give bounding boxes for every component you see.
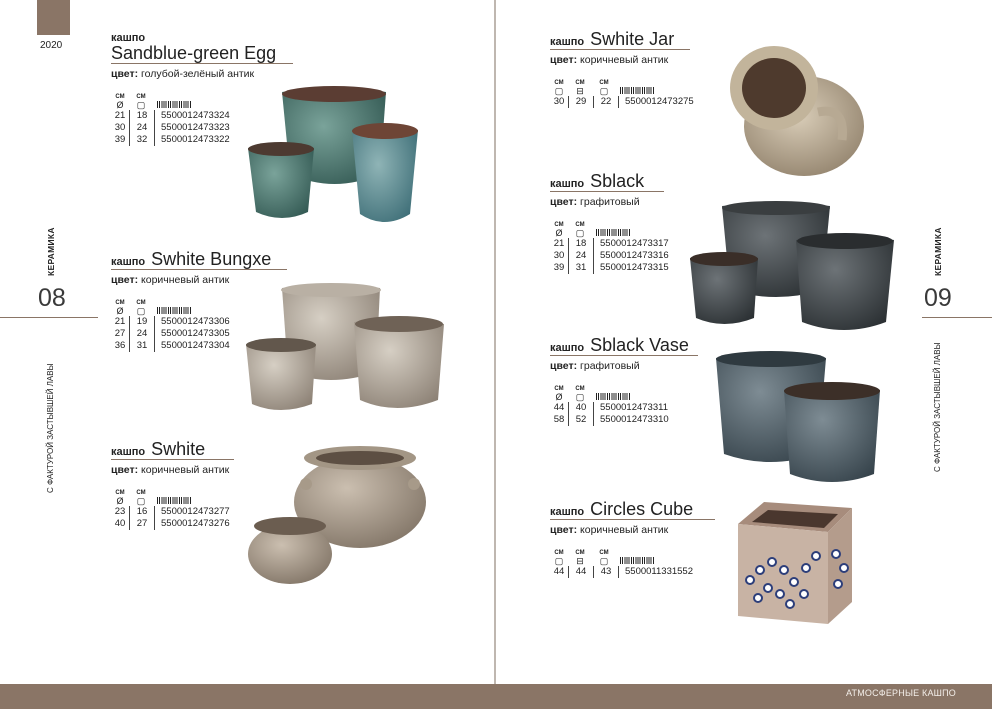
article-code: 5500012473310: [600, 414, 669, 425]
product-type: кашпо: [550, 342, 585, 354]
dimension-column-head: [568, 550, 592, 566]
dimension-value: 31: [569, 262, 594, 274]
barcode-column-head: [592, 229, 630, 238]
article-code: 5500012473306: [161, 316, 230, 327]
dimension-row: [550, 402, 698, 414]
dimension-icon: Ø: [116, 306, 124, 316]
dimension-icon: ▢: [554, 556, 564, 566]
sblack-vase-image: [714, 350, 884, 488]
article-code: 5500012473317: [600, 238, 669, 249]
product-block: [550, 500, 715, 578]
dimension-value: 39: [111, 134, 130, 146]
swhite-bungxe-image: [244, 282, 450, 414]
dimension-value: 32: [130, 134, 155, 146]
barcode-icon: [620, 87, 654, 94]
dimension-icon: Ø: [116, 496, 124, 506]
unit-label: СМ: [554, 222, 564, 228]
dimension-icon: Ø: [555, 392, 563, 402]
dimension-header: [550, 542, 715, 566]
dimension-value: 44: [569, 566, 594, 578]
dimension-column-head: [129, 300, 153, 316]
dimension-header: [550, 378, 698, 402]
dimension-icon: ▢: [136, 306, 146, 316]
barcode-icon: [157, 101, 191, 108]
barcode-column-head: [616, 557, 654, 566]
barcode-column-head: [616, 87, 654, 96]
color-label: цвет:: [111, 68, 142, 80]
dimension-icon: Ø: [116, 100, 124, 110]
product-type: кашпо: [550, 36, 585, 48]
product-type: кашпо: [111, 446, 146, 458]
color-label: цвет:: [550, 196, 581, 208]
dimension-row: [550, 250, 669, 262]
dimension-value: 19: [130, 316, 155, 328]
dimension-row: [550, 96, 694, 108]
article-code: 5500012473324: [161, 110, 230, 121]
dimension-table: [111, 482, 234, 530]
product-type: кашпо: [550, 506, 585, 518]
unit-label: СМ: [575, 386, 585, 392]
dimension-column-head: [568, 386, 592, 402]
dimension-value: 31: [130, 340, 155, 352]
unit-label: СМ: [136, 490, 146, 496]
product-color: [550, 54, 694, 66]
dimension-icon: ⊟: [576, 86, 584, 96]
dimension-row: [111, 518, 234, 530]
dimension-value: 18: [569, 238, 594, 250]
product-color: [111, 68, 293, 80]
article-code: 5500012473315: [600, 262, 669, 273]
dimension-column-head: [550, 80, 568, 96]
article-code: 5500012473311: [600, 402, 668, 413]
article-code: 5500011331552: [625, 566, 693, 577]
footer-text: АТМОСФЕРНЫЕ КАШПО: [846, 688, 956, 698]
barcode-icon: [620, 557, 654, 564]
dimension-value: 30: [550, 96, 569, 108]
footer-bar: [0, 684, 992, 709]
dimension-icon: Ø: [555, 228, 563, 238]
article-code: 5500012473304: [161, 340, 230, 351]
dimension-value: 21: [111, 110, 130, 122]
dimension-header: [111, 482, 234, 506]
dimension-value: 16: [130, 506, 155, 518]
left-page-rule: [0, 317, 98, 318]
product-block: [550, 336, 698, 426]
unit-label: СМ: [554, 386, 564, 392]
barcode-column-head: [153, 101, 191, 110]
dimension-column-head: [568, 80, 592, 96]
dimension-table: [550, 378, 698, 426]
color-value: графитовый: [580, 196, 640, 208]
unit-label: СМ: [115, 490, 125, 496]
product-name: Sblack: [590, 171, 645, 191]
year-label: 2020: [40, 40, 63, 51]
dimension-icon: ▢: [599, 86, 609, 96]
barcode-column-head: [592, 393, 630, 402]
color-value: коричневый антик: [580, 524, 669, 536]
product-block: [111, 440, 234, 530]
swhite-jar-image: [726, 44, 866, 178]
dimension-table: [550, 214, 669, 274]
product-name: Sblack Vase: [590, 335, 689, 355]
dimension-value: 27: [130, 518, 155, 530]
dimension-column-head: [111, 94, 129, 110]
left-category: КЕРАМИКА: [46, 227, 56, 276]
product-color: [111, 464, 234, 476]
dimension-column-head: [111, 300, 129, 316]
dimension-value: 40: [111, 518, 130, 530]
product-heading: [111, 250, 287, 270]
unit-label: СМ: [554, 80, 564, 86]
color-label: цвет:: [111, 274, 142, 286]
product-block: [550, 172, 669, 274]
right-category: КЕРАМИКА: [933, 227, 943, 276]
article-code: 5500012473277: [161, 506, 230, 517]
product-heading: [111, 32, 293, 64]
color-value: графитовый: [580, 360, 640, 372]
product-heading: [111, 440, 234, 460]
dimension-column-head: [129, 94, 153, 110]
color-value: коричневый антик: [580, 54, 669, 66]
book-spine: [494, 0, 496, 685]
dimension-column-head: [568, 222, 592, 238]
sblack-image: [688, 200, 898, 334]
dimension-value: 21: [550, 238, 569, 250]
dimension-value: 18: [130, 110, 155, 122]
unit-label: СМ: [136, 94, 146, 100]
dimension-value: 39: [550, 262, 569, 274]
dimension-value: 44: [550, 402, 569, 414]
dimension-icon: ⊟: [576, 556, 584, 566]
unit-label: СМ: [136, 300, 146, 306]
dimension-icon: ▢: [599, 556, 609, 566]
product-name: Swhite Jar: [590, 29, 675, 49]
circles-cube-image: [728, 498, 856, 628]
dimension-row: [111, 506, 234, 518]
right-page-rule: [922, 317, 992, 318]
sandblue-green-egg-image: [244, 84, 454, 226]
article-code: 5500012473316: [600, 250, 669, 261]
product-name: Swhite Bungxe: [151, 249, 272, 269]
unit-label: СМ: [599, 550, 609, 556]
barcode-icon: [596, 229, 630, 236]
product-heading: [550, 336, 698, 356]
unit-label: СМ: [575, 222, 585, 228]
dimension-value: 24: [130, 328, 155, 340]
dimension-icon: ▢: [554, 86, 564, 96]
dimension-value: 30: [550, 250, 569, 262]
product-name: Swhite: [151, 439, 206, 459]
article-code: 5500012473323: [161, 122, 230, 133]
dimension-icon: ▢: [136, 100, 146, 110]
product-color: [550, 360, 698, 372]
dimension-value: 27: [111, 328, 130, 340]
dimension-value: 24: [569, 250, 594, 262]
barcode-column-head: [153, 497, 191, 506]
dimension-value: 44: [550, 566, 569, 578]
dimension-value: 43: [594, 566, 619, 578]
article-code: 5500012473305: [161, 328, 230, 339]
product-color: [550, 196, 669, 208]
product-heading: [550, 500, 715, 520]
dimension-column-head: [129, 490, 153, 506]
right-page-number: 09: [924, 284, 952, 312]
dimension-value: 36: [111, 340, 130, 352]
product-block: [550, 30, 694, 108]
product-heading: [550, 172, 664, 192]
product-name: Sandblue-green Egg: [111, 43, 277, 63]
dimension-column-head: [111, 490, 129, 506]
article-code: 5500012473276: [161, 518, 230, 529]
dimension-row: [550, 566, 715, 578]
product-color: [550, 524, 715, 536]
dimension-column-head: [550, 386, 568, 402]
unit-label: СМ: [575, 80, 585, 86]
dimension-row: [550, 262, 669, 274]
dimension-value: 40: [569, 402, 594, 414]
product-name: Circles Cube: [590, 499, 694, 519]
dimension-column-head: [550, 550, 568, 566]
color-value: коричневый антик: [141, 274, 230, 286]
right-subtitle: С ФАКТУРОЙ ЗАСТЫВШЕЙ ЛАВЫ: [933, 342, 942, 472]
article-code: 5500012473275: [625, 96, 694, 107]
unit-label: СМ: [115, 94, 125, 100]
product-type: кашпо: [550, 178, 585, 190]
dimension-icon: ▢: [575, 228, 585, 238]
dimension-table: [550, 72, 694, 108]
article-code: 5500012473322: [161, 134, 230, 145]
dimension-row: [550, 414, 698, 426]
dimension-column-head: [592, 80, 616, 96]
dimension-column-head: [550, 222, 568, 238]
left-page-number: 08: [38, 284, 66, 312]
unit-label: СМ: [115, 300, 125, 306]
dimension-value: 58: [550, 414, 569, 426]
dimension-row: [550, 238, 669, 250]
color-value: коричневый антик: [141, 464, 230, 476]
dimension-value: 30: [111, 122, 130, 134]
dimension-value: 23: [111, 506, 130, 518]
barcode-icon: [157, 307, 191, 314]
dimension-value: 52: [569, 414, 594, 426]
swhite-image: [246, 440, 428, 588]
unit-label: СМ: [575, 550, 585, 556]
unit-label: СМ: [599, 80, 609, 86]
barcode-icon: [157, 497, 191, 504]
product-heading: [550, 30, 690, 50]
dimension-value: 22: [594, 96, 619, 108]
product-type: кашпо: [111, 32, 146, 44]
color-label: цвет:: [550, 524, 581, 536]
dimension-icon: ▢: [136, 496, 146, 506]
dimension-header: [550, 72, 694, 96]
unit-label: СМ: [554, 550, 564, 556]
dimension-table: [550, 542, 715, 578]
dimension-header: [550, 214, 669, 238]
left-subtitle: С ФАКТУРОЙ ЗАСТЫВШЕЙ ЛАВЫ: [46, 363, 55, 493]
dimension-value: 21: [111, 316, 130, 328]
color-value: голубой-зелёный антик: [141, 68, 255, 80]
color-label: цвет:: [550, 360, 581, 372]
year-tab: [37, 0, 70, 35]
dimension-value: 29: [569, 96, 594, 108]
barcode-icon: [596, 393, 630, 400]
dimension-column-head: [592, 550, 616, 566]
dimension-icon: ▢: [575, 392, 585, 402]
color-label: цвет:: [550, 54, 581, 66]
color-label: цвет:: [111, 464, 142, 476]
product-type: кашпо: [111, 256, 146, 268]
barcode-column-head: [153, 307, 191, 316]
dimension-value: 24: [130, 122, 155, 134]
